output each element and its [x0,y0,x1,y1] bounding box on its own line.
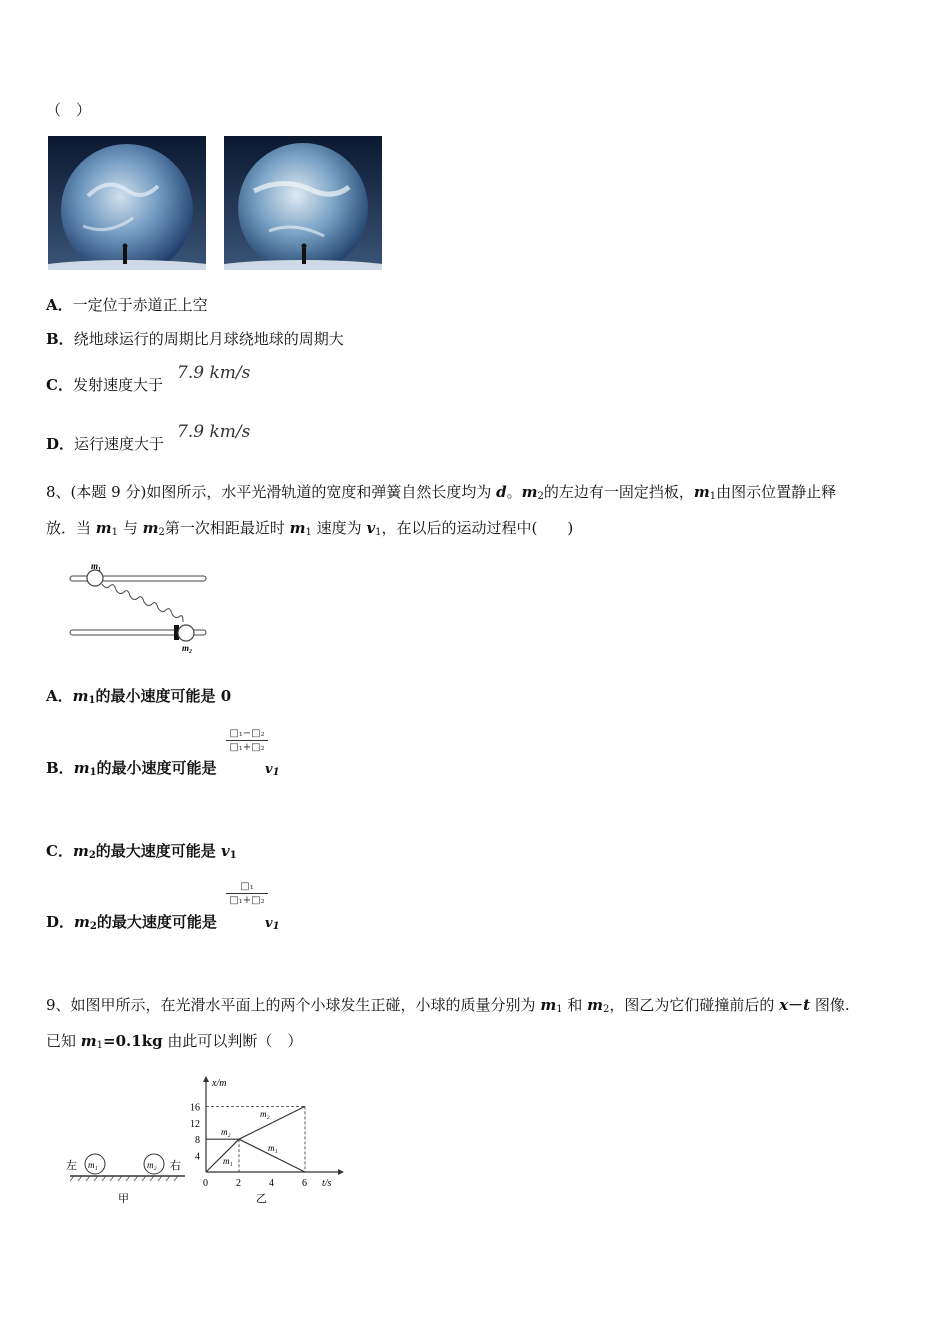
q7-option-d-math: 7.9 km/s [177,422,251,442]
m2-after-line [239,1106,305,1139]
earth-icon [224,136,382,270]
q7-option-d: D．运行速度大于 [46,435,165,453]
earth-photo-right [224,136,382,270]
label-m2: m₂ [182,643,193,653]
x-tick-4: 4 [269,1178,274,1189]
q8-fraction-d: □₁ □₁+□₂ [226,881,268,906]
ball-m1 [87,570,103,586]
q7-paren: （ ） [46,101,92,119]
series-label-m2-right: m₂ [260,1109,270,1119]
series-label-m2-left: m₂ [221,1127,231,1137]
y-axis-arrow-icon [203,1076,209,1082]
earth-icon [48,136,206,270]
ball-m2 [178,625,194,641]
x-tick-0: 0 [203,1178,208,1189]
x-tick-6: 6 [302,1178,307,1189]
series-label-m1-left: m₁ [223,1156,233,1166]
y-tick-8: 8 [195,1135,200,1147]
q8-stem-line1: 8、(本题 9 分)如图所示，水平光滑轨道的宽度和弹簧自然长度均为 d。$m_2$的左边有一固定挡板，$m_1$由图示位置静止释 [46,483,837,502]
left-label: 左 [66,1160,77,1172]
q8-option-b: B．$m_1$的最小速度可能是 [46,759,217,778]
label-m1: m₁ [91,561,102,571]
q7-option-b: B．绕地球运行的周期比月球绕地球的周期大 [46,330,344,348]
y-tick-4: 4 [195,1151,200,1163]
jia-label: 甲 [118,1193,129,1205]
y-tick-12: 12 [190,1118,200,1130]
figure-jia [60,1140,190,1210]
q8-option-a: A．$m_1$的最小速度可能是 0 [46,687,232,706]
q8-option-c: C．$m_2$的最大速度可能是 $v_1$ [46,842,237,861]
q7-option-a: A．一定位于赤道正上空 [46,296,208,314]
x-axis-label: t/s [322,1178,332,1189]
y-tick-16: 16 [190,1102,200,1114]
earth-photo-left [48,136,206,270]
q7-option-c-math: 7.9 km/s [177,363,251,383]
q8-option-d: D．$m_2$的最大速度可能是 [46,913,217,932]
xt-chart [190,1068,350,1208]
series-label-m1-right: m₁ [268,1143,278,1153]
q7-option-c: C．发射速度大于 [46,376,163,394]
q8-option-d-v1: $v_1$ [265,916,280,932]
ball1-label: m₁ [88,1160,98,1170]
ball2-label: m₂ [147,1160,157,1170]
q8-option-b-v1: $v_1$ [265,762,280,778]
q8-stem-line2: 放．当 $m_1$ 与 $m_2$第一次相距最近时 $m_1$ 速度为 $v_1$，在以后的运动过程中( ) [46,519,574,538]
yi-label: 乙 [256,1193,267,1205]
x-axis-arrow-icon [338,1169,344,1175]
q9-stem-line1: 9、如图甲所示，在光滑水平面上的两个小球发生正碰，小球的质量分别为 $m_1$ 和 $m_2$，图乙为它们碰撞前后的 x－t 图像. [46,996,850,1015]
right-label: 右 [170,1160,181,1172]
y-axis-label: x/m [212,1078,227,1089]
spring [102,584,183,622]
q8-fraction-b: □₁−□₂ □₁+□₂ [226,728,268,753]
spring-track-figure [60,556,220,656]
x-tick-2: 2 [236,1178,241,1189]
q9-stem-line2: 已知 $m_1=0.1kg$ 由此可以判断（ ） [46,1032,303,1051]
